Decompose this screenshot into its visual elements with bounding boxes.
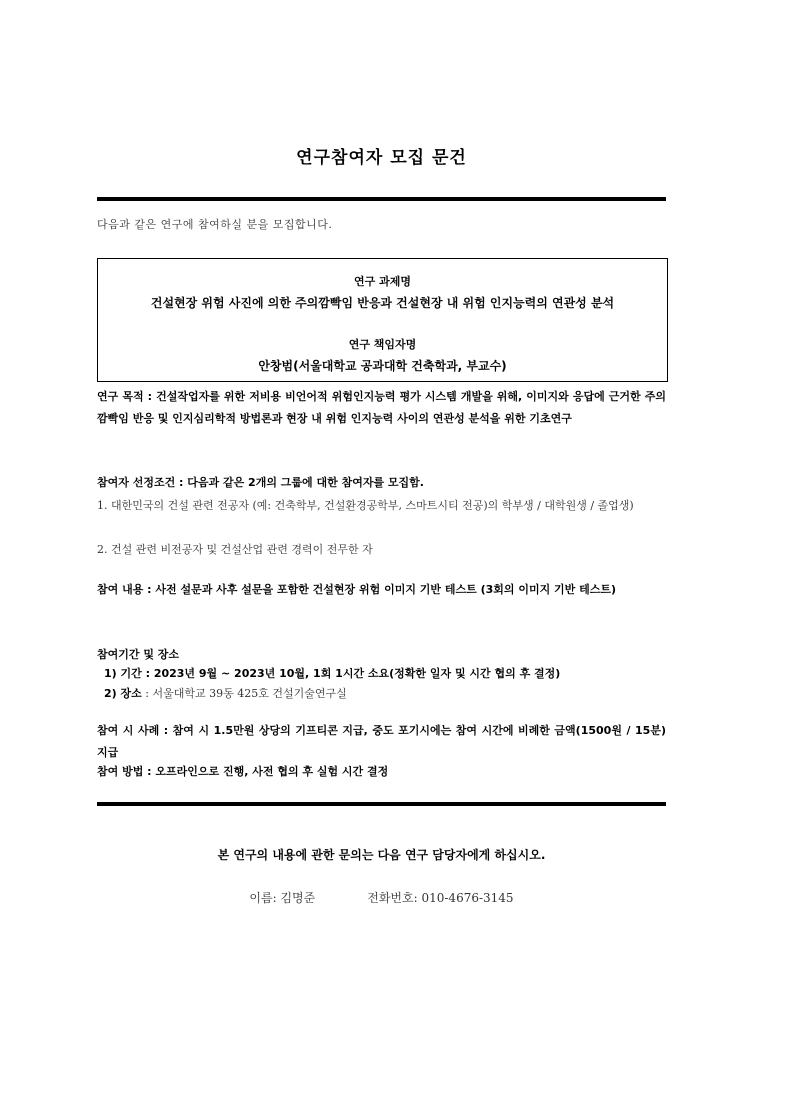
project-title-value: 건설현장 위험 사진에 의한 주의깜빡임 반응과 건설현장 내 위험 인지능력의 연관성 분석: [150, 296, 615, 310]
content-paragraph: 참여 내용 : 사전 설문과 사후 설문을 포함한 건설현장 위험 이미지 기반 테스트 (3회의 이미지 기반 테스트): [97, 583, 617, 596]
period-time: 1) 기간 : 2023년 9월 ~ 2023년 10월, 1회 1시간 소요(정확한 일자 및 시간 협의 후 결정): [104, 667, 561, 680]
period-place: [104, 683, 666, 705]
purpose-paragraph: 연구 목적 : 건설작업자를 위한 저비용 비언어적 위험인지능력 평가 시스템 개발을 위해, 이미지와 응답에 근거한 주의깜빡임 반응 및 인지심리학적 방법론과 현장 내 위험 인지능력 사이의 연관성 분석을 위한 기초연구: [97, 390, 666, 425]
bottom-divider: [97, 802, 666, 806]
selection-item-1: 1. 대한민국의 건설 관련 전공자 (예: 건축학부, 건설환경공학부, 스마트시티 전공)의 학부생 / 대학원생 / 졸업생): [97, 499, 634, 512]
selection-item-2: 2. 건설 관련 비전공자 및 건설산업 관련 경력이 전무한 자: [97, 543, 373, 556]
method-paragraph: 참여 방법 : 오프라인으로 진행, 사전 협의 후 실험 시간 결정: [97, 765, 389, 778]
place-label: 2) 장소: [104, 687, 142, 700]
place-value: : 서울대학교 39동 425호 건설기술연구실: [141, 687, 347, 700]
project-info-box: [97, 258, 668, 382]
contact-phone: 전화번호: 010-4676-3145: [367, 891, 514, 905]
pi-label: 연구 책임자명: [348, 338, 417, 351]
top-divider: [97, 197, 666, 201]
reward-paragraph: 참여 시 사례 : 참여 시 1.5만원 상당의 기프티콘 지급, 중도 포기시에는 참여 시간에 비례한 금액(1500원 / 15분) 지급: [97, 724, 666, 759]
page-title: 연구참여자 모집 문건: [296, 148, 467, 168]
contact-info: [97, 889, 666, 906]
selection-heading: 참여자 선정조건 : 다음과 같은 2개의 그룹에 대한 참여자를 모집함.: [97, 476, 424, 489]
pi-value: 안창범(서울대학교 공과대학 건축학과, 부교수): [258, 359, 507, 373]
intro-text: 다음과 같은 연구에 참여하실 분을 모집합니다.: [97, 218, 333, 231]
contact-note: 본 연구의 내용에 관한 문의는 다음 연구 담당자에게 하십시오.: [217, 848, 546, 862]
period-heading: 참여기간 및 장소: [97, 648, 180, 661]
project-title-label: 연구 과제명: [354, 275, 411, 288]
contact-name: 이름: 김명준: [249, 891, 316, 905]
